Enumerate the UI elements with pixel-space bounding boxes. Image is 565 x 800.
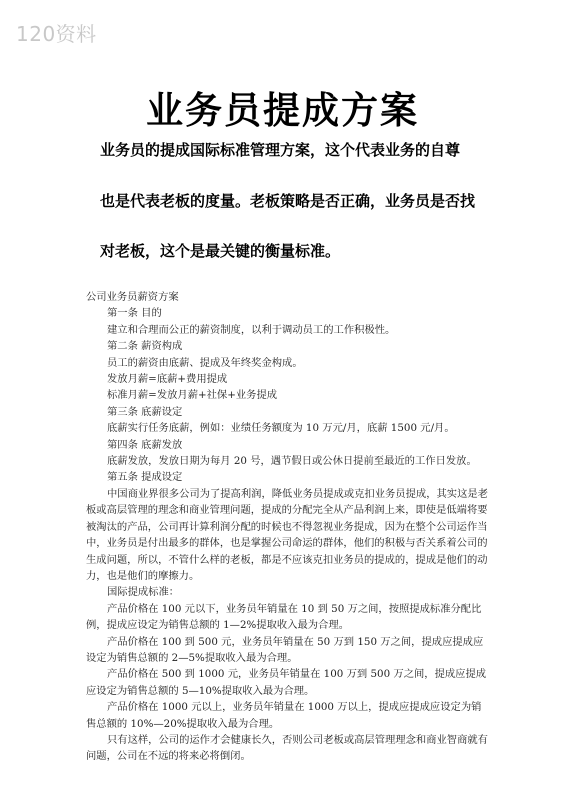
watermark-logo: 120资料 (16, 22, 97, 46)
page-title: 业务员提成方案 (146, 89, 419, 132)
doc-title: 公司业务员薪资方案 (86, 291, 179, 303)
tier-paragraph: 产品价格在 500 到 1000 元，业务员年销量在 100 万到 500 万之间，提成应提成应设定为销售总额的 5—10%提取收入最为合理。 (86, 668, 487, 697)
section-text: 建立和合理而公正的薪资制度，以利于调动员工的工作积极性。 (107, 323, 396, 336)
intro-line-3: 对老板，这个是最关键的衡量标准。 (100, 242, 341, 260)
tier-paragraph: 产品价格在 100 元以下，业务员年销量在 10 到 50 万之间，按照提成标准分配比例，提成应设定为销售总额的 1—2%提取收入最为合理。 (86, 602, 482, 632)
intro-line-2: 也是代表老板的度量。老板策略是否正确，业务员是否找 (100, 192, 476, 210)
closing-paragraph: 只有这样，公司的运作才会健康长久，否则公司老板或高层管理理念和商业智商就有问题，公司在不远的将来必将倒闭。 (86, 733, 488, 763)
section-heading: 第二条 薪资构成 (107, 340, 183, 353)
section-heading: 第三条 底薪设定 (107, 405, 183, 418)
document-body (86, 289, 490, 765)
intl-standard-heading: 国际提成标准： (107, 586, 180, 599)
section-text: 底薪发放，发放日期为每月 20 号，遇节假日或公休日提前至最近的工作日发放。 (107, 455, 477, 468)
section-text: 员工的薪资由底薪、提成及年终奖金构成。 (107, 356, 303, 369)
main-paragraph: 中国商业界很多公司为了提高利润，降低业务员提成或克扣业务员提成，其实这是老板或高层管理的理念和商业管理问题，提成的分配完全从产品利润上来，即使是低端将要被淘汰的产品，公司再计算利润分配的时候也不得忽视业务提成，因为在整个公司运作当中，业务员是付出最多的群体，也是掌握公司命运的群体，他们的积极与否关系着公司的生成问题，所以，不管什么样的老板，都是不应该克扣业务员的提成的，提成是他们的动力，也是他们的摩擦力。 (86, 487, 488, 582)
section-heading: 第五条 提成设定 (107, 471, 183, 484)
tier-paragraph: 产品价格在 100 到 500 元，业务员年销量在 50 万到 150 万之间，提成应提成应设定为销售总额的 2—5%提取收入最为合理。 (86, 635, 484, 664)
section-heading: 第四条 底薪发放 (107, 438, 183, 451)
tier-paragraph: 产品价格在 1000 元以上，业务员年销量在 1000 万以上，提成应提成应设定为销售总额的 10%—20%提取收入最为合理。 (86, 701, 482, 730)
section-text: 发放月薪=底薪+费用提成 (107, 373, 228, 386)
section-heading: 第一条 目的 (107, 307, 162, 320)
section-text: 底薪实行任务底薪，例如：业绩任务额度为 10 万元/月，底薪 1500 元/月。 (107, 422, 455, 435)
section-text: 标准月薪=发放月薪+社保+业务提成 (107, 389, 278, 402)
intro-line-1: 业务员的提成国际标准管理方案，这个代表业务的自尊 (100, 141, 461, 159)
